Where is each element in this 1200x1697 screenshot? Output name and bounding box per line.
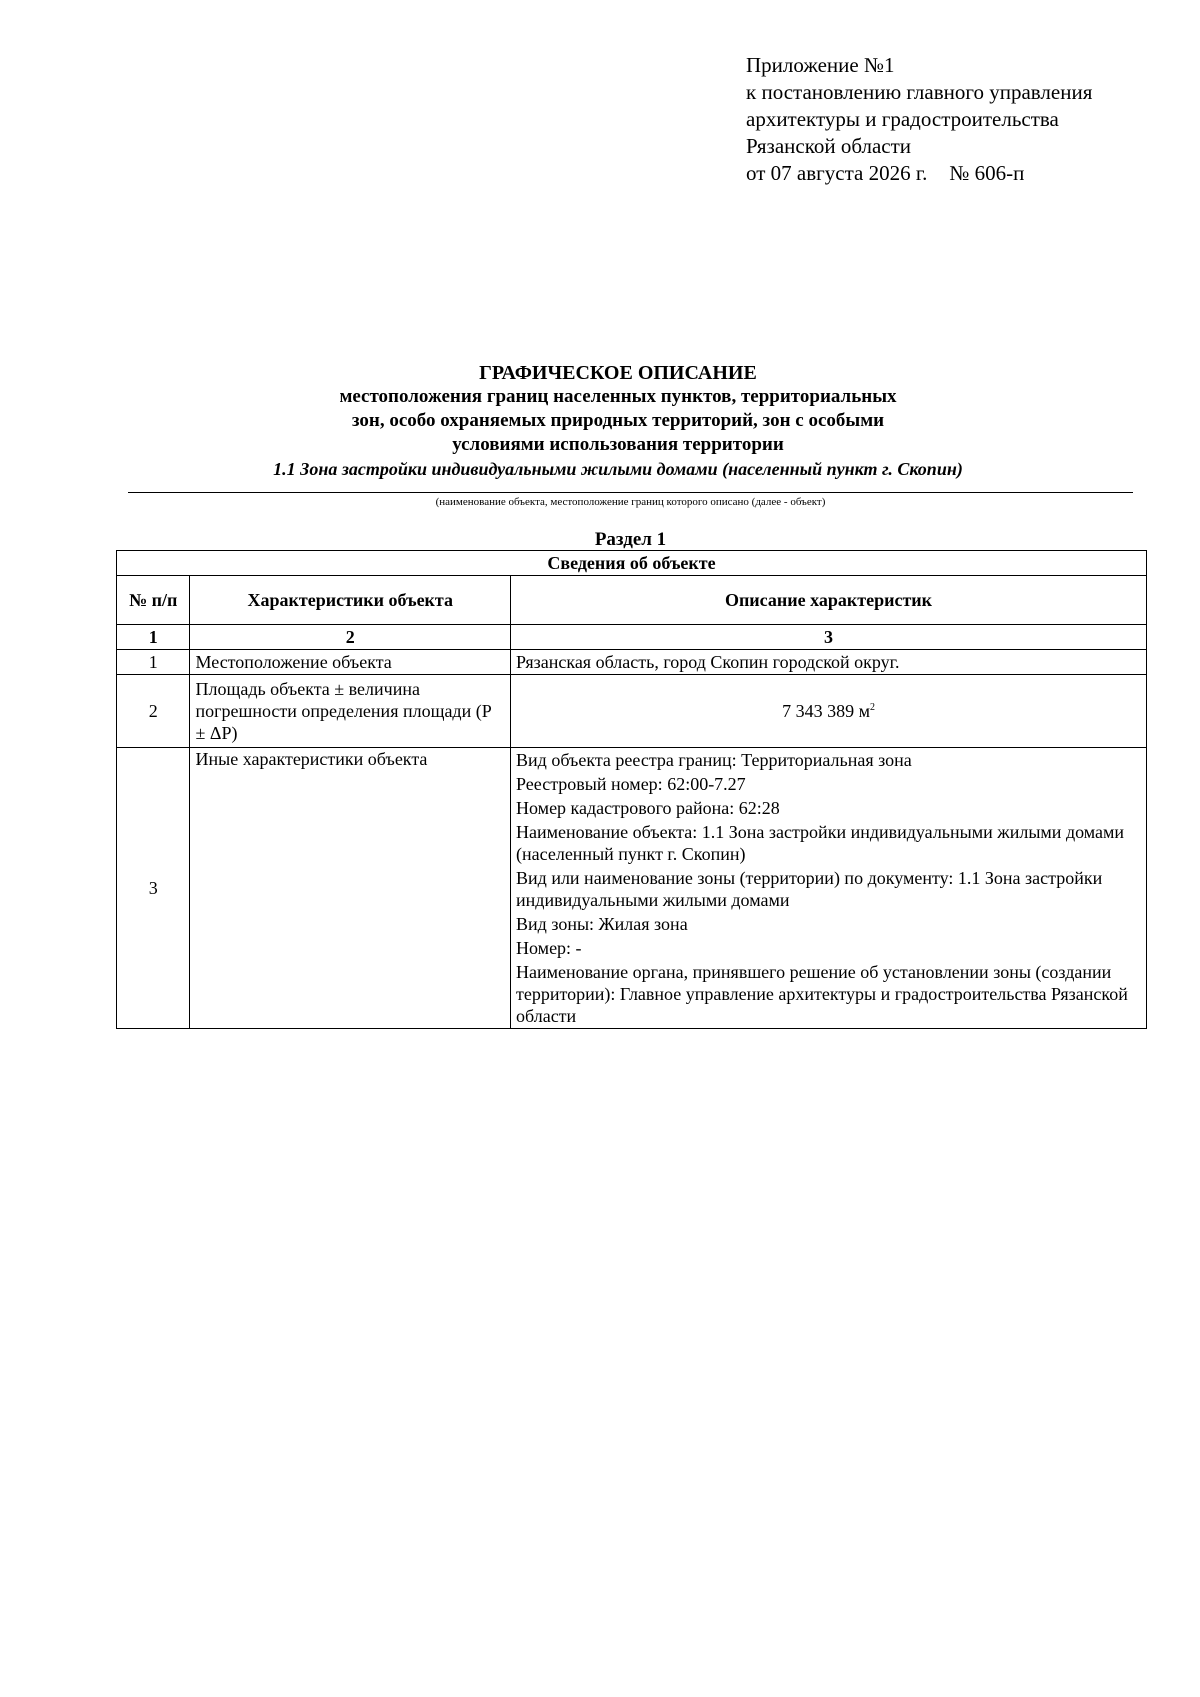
object-name-caption: (наименование объекта, местоположение границ которого описано (далее - объект) xyxy=(435,496,826,508)
header-description: Описание характеристик xyxy=(511,576,1147,625)
header-characteristics: Характеристики объекта xyxy=(190,576,511,625)
detail-zone-by-document: Вид или наименование зоны (территории) по документу: 1.1 Зона застройки индивидуальными жилыми домами xyxy=(516,868,1103,910)
detail-registry-number: Реестровый номер: 62:00-7.27 xyxy=(516,774,746,794)
row-2-characteristic: Площадь объекта ± величина погрешности определения площади (Р ± ΔР) xyxy=(190,675,511,748)
appendix-line-1: Приложение №1 xyxy=(746,53,895,77)
document-title-block xyxy=(128,361,1108,480)
appendix-line-4: Рязанской области xyxy=(746,134,912,158)
object-info-table xyxy=(116,550,1147,1029)
row-3-description xyxy=(511,748,1147,1029)
detail-zone-type: Вид зоны: Жилая зона xyxy=(516,914,688,934)
table-row xyxy=(117,748,1147,1029)
row-3-num: 3 xyxy=(117,748,190,1029)
detail-cadastral-district: Номер кадастрового района: 62:28 xyxy=(516,798,780,818)
document-title: ГРАФИЧЕСКОЕ ОПИСАНИЕ xyxy=(479,362,757,384)
header-num: № п/п xyxy=(117,576,190,625)
table-caption-row xyxy=(117,551,1147,576)
area-unit-superscript: 2 xyxy=(869,702,875,713)
appendix-number: № 606-п xyxy=(949,161,1025,185)
row-1-characteristic: Местоположение объекта xyxy=(190,650,511,675)
detail-object-name: Наименование объекта: 1.1 Зона застройки индивидуальными жилыми домами (населенный пункт г. Скопин) xyxy=(516,822,1125,864)
object-name: 1.1 Зона застройки индивидуальными жилыми домами (населенный пункт г. Скопин) xyxy=(273,459,963,479)
index-col-3: 3 xyxy=(511,625,1147,650)
area-value: 7 343 389 м xyxy=(782,701,870,721)
row-1-description: Рязанская область, город Скопин городской округ. xyxy=(511,650,1147,675)
row-3-characteristic: Иные характеристики объекта xyxy=(190,748,511,1029)
table-caption: Сведения об объекте xyxy=(117,551,1147,576)
document-subtitle-line-1: местоположения границ населенных пунктов, территориальных xyxy=(339,386,897,407)
table-row xyxy=(117,650,1147,675)
row-1-num: 1 xyxy=(117,650,190,675)
detail-registry-type: Вид объекта реестра границ: Территориальная зона xyxy=(516,750,912,770)
appendix-header xyxy=(746,52,1166,187)
detail-authority: Наименование органа, принявшего решение об установлении зоны (создании территории): Главное управление архитектуры и градостроительства Рязанской области xyxy=(516,962,1128,1026)
table-header-row xyxy=(117,576,1147,625)
object-name-underline xyxy=(128,492,1133,493)
index-col-2: 2 xyxy=(190,625,511,650)
row-2-description xyxy=(511,675,1147,748)
index-col-1: 1 xyxy=(117,625,190,650)
appendix-date-line xyxy=(746,160,1166,187)
appendix-line-2: к постановлению главного управления xyxy=(746,80,1093,104)
document-subtitle-line-2: зон, особо охраняемых природных территорий, зон с особыми xyxy=(351,410,885,431)
appendix-line-3: архитектуры и градостроительства xyxy=(746,107,1059,131)
appendix-date: от 07 августа 2026 г. xyxy=(746,161,928,185)
row-2-num: 2 xyxy=(117,675,190,748)
table-index-row xyxy=(117,625,1147,650)
section-title: Раздел 1 xyxy=(594,529,667,550)
table-row xyxy=(117,675,1147,748)
detail-number: Номер: - xyxy=(516,938,582,958)
document-subtitle-line-3: условиями использования территории xyxy=(452,434,784,455)
